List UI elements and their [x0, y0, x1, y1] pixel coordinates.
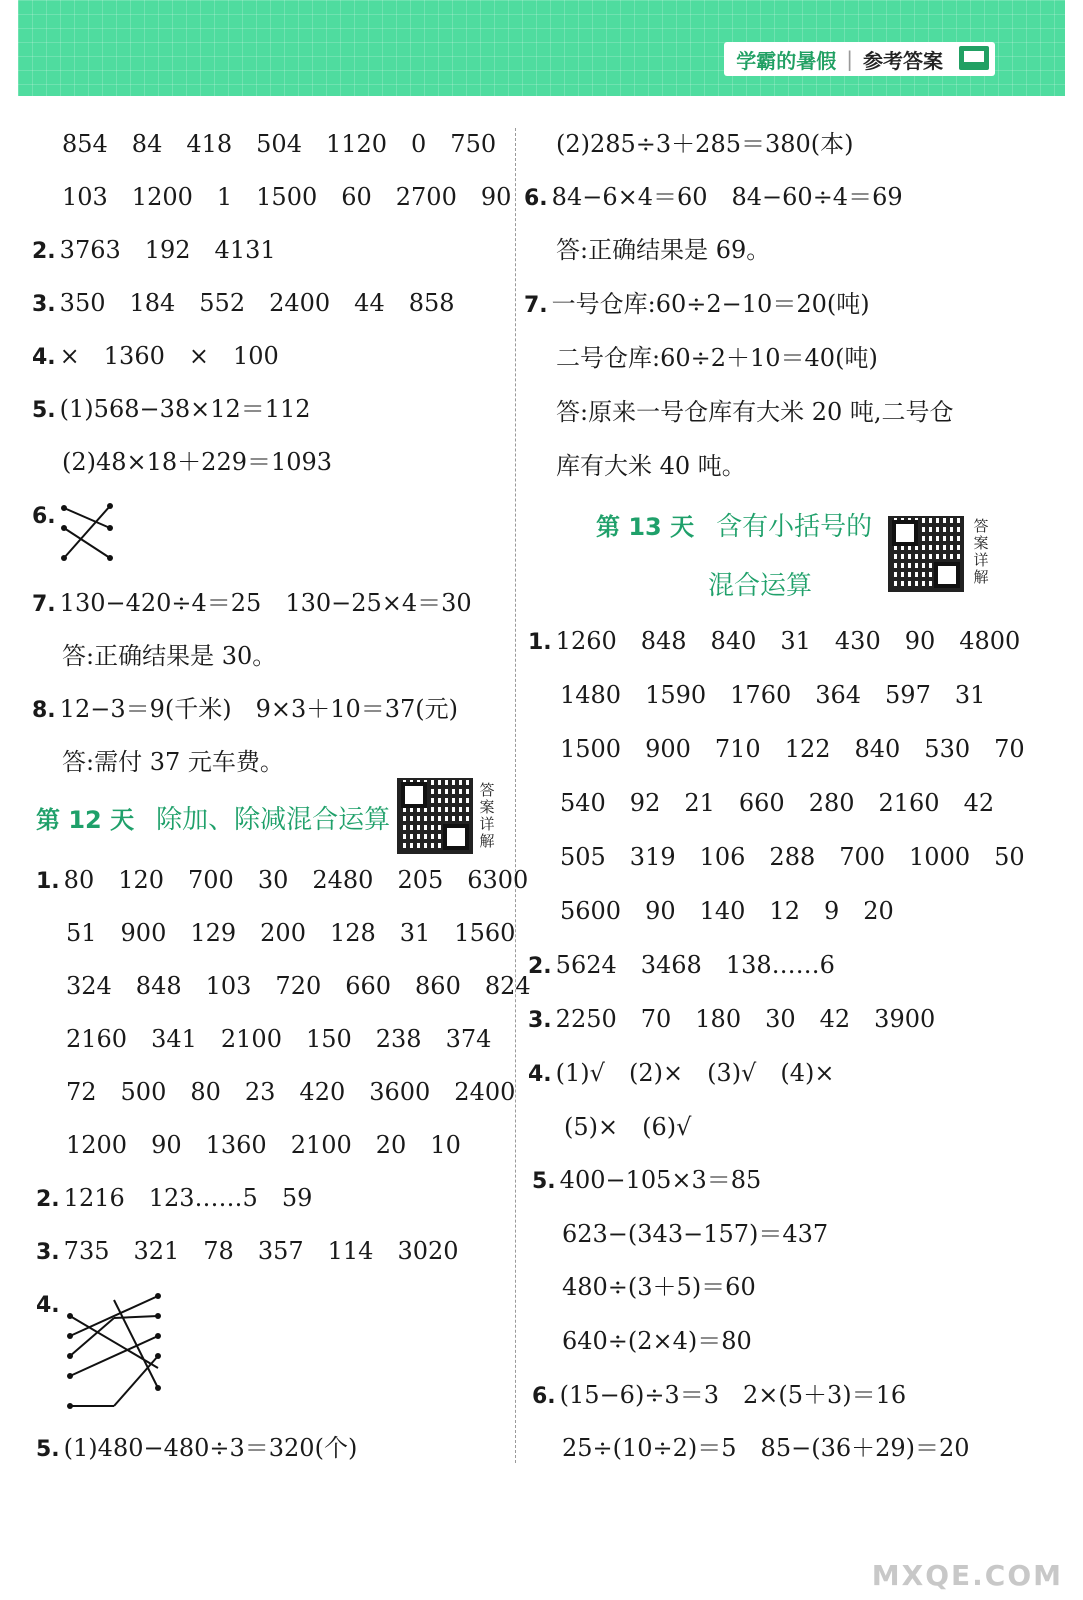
answer-line [528, 949, 835, 983]
answer-line: 480÷(3＋5)＝60 [562, 1273, 756, 1301]
answer-text: 400−105×3＝85 [559, 1166, 762, 1194]
answer-line: 1200 90 1360 2100 20 10 [66, 1131, 461, 1159]
day-13-heading-continued [708, 569, 812, 603]
answer-line [32, 234, 276, 268]
answer-text: 3763 192 4131 [59, 236, 276, 264]
matching-lines-diagram [62, 1288, 166, 1412]
answer-line [524, 181, 903, 215]
question-number: 4. [528, 1062, 552, 1087]
series-title: 学霸的暑假 [736, 48, 837, 73]
watermark-text: MXQE.COM [871, 1559, 1063, 1592]
day-topic: 含有小括号的 [716, 512, 873, 542]
answer-line [32, 587, 472, 621]
answer-line: 25÷(10÷2)＝5 85−(36＋29)＝20 [562, 1434, 970, 1462]
answer-text: 一号仓库:60÷2−10＝20(吨) [551, 290, 870, 318]
question-number: 6. [32, 504, 56, 529]
question-number: 4. [36, 1293, 60, 1318]
answer-text: 2250 70 180 30 42 3900 [555, 1005, 936, 1033]
page-header-band [18, 0, 1065, 96]
day-topic: 除加、除减混合运算 [156, 805, 391, 835]
answer-text: × 1360 × 100 [59, 342, 279, 370]
question-number: 6. [524, 186, 548, 211]
qr-code-icon [397, 778, 473, 854]
question-number: 5. [532, 1169, 556, 1194]
question-number: 3. [32, 292, 56, 317]
answer-line [532, 1379, 906, 1413]
day-number: 第 13 天 [596, 513, 695, 541]
answer-line: 540 92 21 660 280 2160 42 [560, 789, 995, 817]
section-title: 参考答案 [863, 48, 943, 73]
answer-line: 答:正确结果是 30。 [62, 642, 277, 670]
answer-line: 5600 90 140 12 9 20 [560, 897, 894, 925]
answer-line: 854 84 418 504 1120 0 750 [62, 130, 497, 158]
question-number: 7. [524, 293, 548, 318]
answer-line [36, 1432, 357, 1466]
answer-line: 1480 1590 1760 364 597 31 [560, 681, 986, 709]
answer-line [528, 625, 1020, 659]
answer-text: 1216 123……5 59 [63, 1184, 313, 1212]
question-number: 1. [36, 869, 60, 894]
question-number: 2. [528, 954, 552, 979]
qr-caption: 答案详解 [973, 517, 989, 586]
answer-line: 324 848 103 720 660 860 824 [66, 972, 531, 1000]
answer-line [32, 693, 458, 727]
answer-text: 5624 3468 138……6 [555, 951, 835, 979]
answer-text: 130−420÷4＝25 130−25×4＝30 [59, 589, 472, 617]
day-number: 第 12 天 [36, 806, 135, 834]
day-12-heading [36, 803, 390, 837]
answer-line [524, 288, 870, 322]
answer-line: 库有大米 40 吨。 [556, 452, 746, 480]
question-number: 1. [528, 630, 552, 655]
day-topic: 混合运算 [708, 571, 813, 601]
answer-text: (1)568−38×12＝112 [59, 395, 311, 423]
answer-text: 80 120 700 30 2480 205 6300 [63, 866, 529, 894]
question-number: 5. [32, 398, 56, 423]
qr-caption: 答案详解 [479, 781, 495, 850]
matching-lines-diagram [58, 498, 118, 566]
answer-text: (1)√ (2)× (3)√ (4)× [555, 1059, 835, 1087]
answer-line: 1500 900 710 122 840 530 70 [560, 735, 1025, 763]
book-icon [959, 46, 989, 70]
day-13-heading [596, 510, 872, 544]
answer-line: 答:正确结果是 69。 [556, 236, 771, 264]
answer-line [36, 1182, 312, 1216]
answer-line [36, 1288, 64, 1322]
answer-line: 72 500 80 23 420 3600 2400 [66, 1078, 516, 1106]
answer-text: (15−6)÷3＝3 2×(5＋3)＝16 [559, 1381, 907, 1409]
question-number: 7. [32, 592, 56, 617]
answer-text: 12−3＝9(千米) 9×3＋10＝37(元) [59, 695, 459, 723]
answer-line: 623−(343−157)＝437 [562, 1220, 829, 1248]
answer-line [36, 1235, 459, 1269]
answer-line [32, 499, 60, 533]
question-number: 4. [32, 345, 56, 370]
answer-line [528, 1057, 834, 1091]
answer-line [32, 287, 455, 321]
answer-line: 51 900 129 200 128 31 1560 [66, 919, 516, 947]
answer-line [32, 340, 279, 374]
column-divider [515, 128, 516, 1463]
question-number: 5. [36, 1437, 60, 1462]
question-number: 2. [36, 1187, 60, 1212]
question-number: 3. [528, 1008, 552, 1033]
answer-line: 二号仓库:60÷2＋10＝40(吨) [556, 344, 878, 372]
answer-line [36, 864, 528, 898]
answer-text: 350 184 552 2400 44 858 [59, 289, 455, 317]
answer-line [532, 1164, 761, 1198]
answer-line: (2)285÷3＋285＝380(本) [556, 130, 854, 158]
answer-line: 答:需付 37 元车费。 [62, 748, 284, 776]
header-divider: | [846, 47, 853, 71]
answer-line: 103 1200 1 1500 60 2700 90 [62, 183, 512, 211]
question-number: 6. [532, 1384, 556, 1409]
question-number: 8. [32, 698, 56, 723]
header-label [724, 42, 995, 76]
answer-line: 答:原来一号仓库有大米 20 吨,二号仓 [556, 398, 954, 426]
answer-line: (5)× (6)√ [564, 1113, 692, 1141]
question-number: 3. [36, 1240, 60, 1265]
answer-line: 505 319 106 288 700 1000 50 [560, 843, 1025, 871]
answer-line [32, 393, 311, 427]
answer-text: (1)480−480÷3＝320(个) [63, 1434, 358, 1462]
answer-text: 1260 848 840 31 430 90 4800 [555, 627, 1021, 655]
answer-line [528, 1003, 935, 1037]
answer-line: 640÷(2×4)＝80 [562, 1327, 752, 1355]
qr-code-icon [888, 516, 964, 592]
answer-line: 2160 341 2100 150 238 374 [66, 1025, 492, 1053]
answer-text: 735 321 78 357 114 3020 [63, 1237, 459, 1265]
answer-text: 84−6×4＝60 84−60÷4＝69 [551, 183, 903, 211]
answer-line: (2)48×18＋229＝1093 [62, 448, 333, 476]
question-number: 2. [32, 239, 56, 264]
